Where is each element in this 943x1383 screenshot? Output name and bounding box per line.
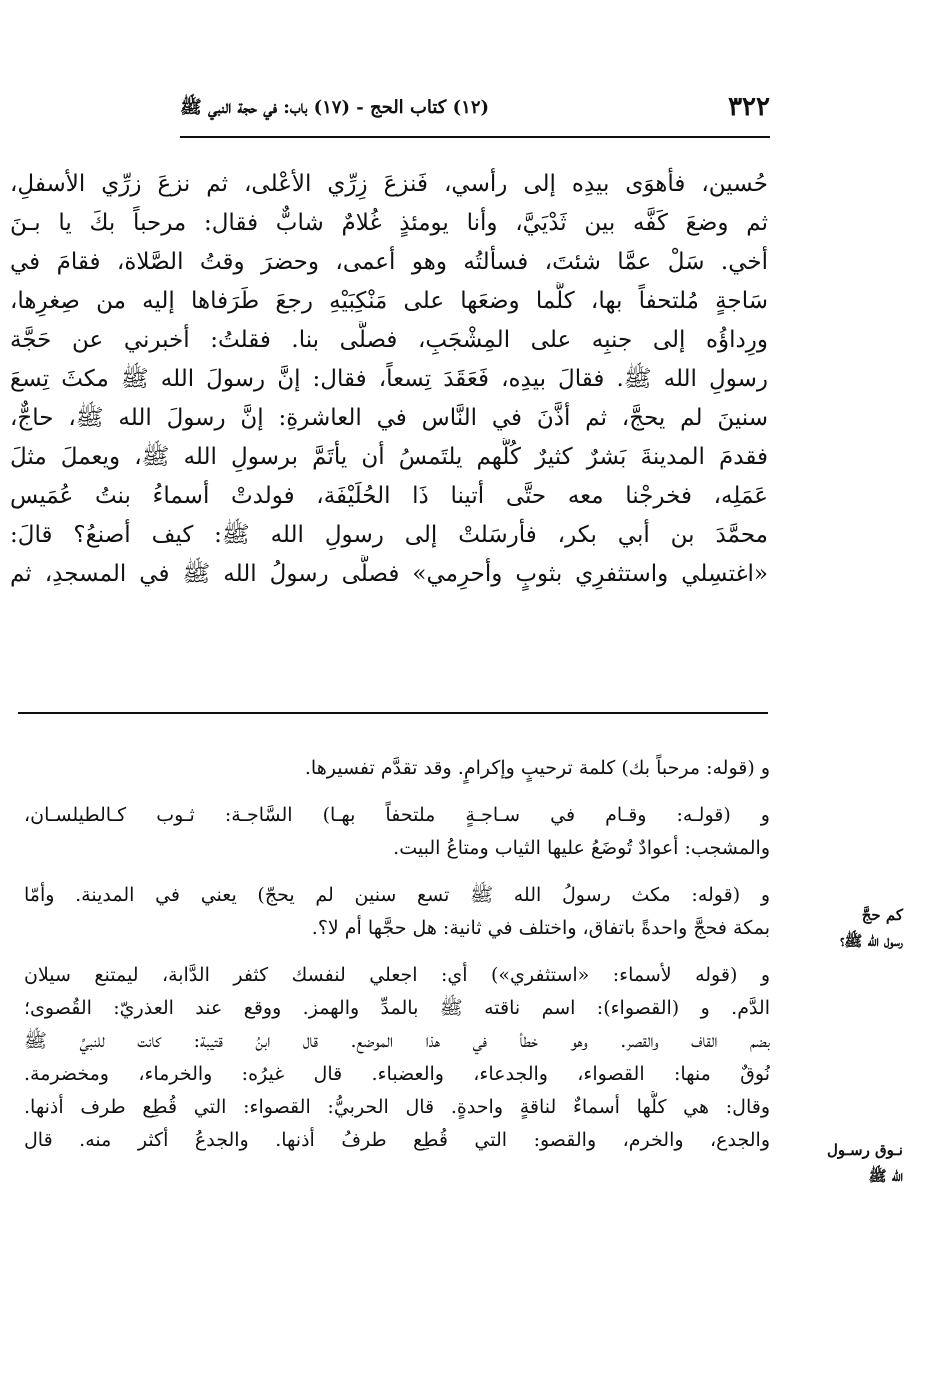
commentary-note bbox=[24, 752, 770, 785]
margin-note-camels bbox=[793, 1137, 903, 1189]
commentary-note bbox=[24, 959, 770, 1157]
text-line: سَاجةٍ مُلتحفاً بها، كلَّما وضعَها على مَنْكِبَيْهِ رجعَ طَرَفاها إليه من صِغرِها، bbox=[10, 288, 768, 314]
text-line: ورِداؤُه إلى جنبِه على المِشْجَبِ، فصلَّى بنا. فقلتُ: أخبرني عن حَجَّة bbox=[10, 327, 768, 353]
page-header bbox=[180, 92, 770, 136]
margin-note-line: رسول الله ﷺ؟ bbox=[840, 932, 903, 950]
commentary-section bbox=[24, 752, 770, 1171]
text-line: ثم وضعَ كَفَّه بين ثَدْيَيَّ، وأنا يومئذٍ غُلامٌ شابٌّ فقال: مرحباً بكَ يا بـنَ bbox=[10, 210, 768, 236]
commentary-note bbox=[24, 879, 770, 945]
text-line: حُسين، فأهوَى بيدِه إلى رأسي، فَنزعَ زِرِّي الأعْلى، ثم نزعَ زرِّي الأسفلِ، bbox=[10, 171, 768, 197]
commentary-line: والجدع، والخرم، والقصو: التي قُطِع طرفُ أذنها. والجدعُ أكثر منه. قال bbox=[24, 1129, 770, 1151]
commentary-line: والمشجب: أعوادٌ تُوضَعُ عليها الثياب ومتاعُ البيت. bbox=[393, 837, 770, 859]
margin-note-line: نـوق رسـول bbox=[826, 1141, 903, 1159]
text-line: فقدمَ المدينةَ بَشرٌ كثيرٌ كُلُّهم يلتَمسُ أن يأتَمَّ برسولِ الله ﷺ، ويعملَ مثلَ bbox=[10, 444, 768, 470]
margin-note-line: كم حجَّ bbox=[861, 906, 903, 924]
running-title: (١٢) كتاب الحج - (١٧) باب: في حجة النبي ﷺ bbox=[180, 97, 490, 118]
commentary-line: بمكة فحجَّ واحدةً باتفاق، واختلف في ثانية: هل حجَّها أم لا؟. bbox=[311, 917, 770, 939]
commentary-line: بضم القاف والقصر. وهو خطأ في هذا الموضع. قال ابنُ قتيبة: كانت للنبيِّ ﷺ bbox=[24, 1030, 770, 1052]
commentary-line: و (قوله لأسماء: «استثفري») أي: اجعلي لنفسك كثفر الدَّابة، ليمتنع سيلان bbox=[24, 964, 770, 986]
main-hadith-text bbox=[10, 165, 768, 594]
footnote-divider bbox=[18, 712, 768, 714]
text-line: رسولِ الله ﷺ. فقالَ بيدِه، فَعَقَدَ تِسعاً، فقال: إنَّ رسولَ الله ﷺ مكثَ تِسعَ bbox=[10, 366, 768, 392]
commentary-line: نُوقٌ منها: القصواء، والجدعاء، والعضباء. قال غيرُه: والخرماء، ومخضرمة. bbox=[24, 1063, 770, 1085]
text-line: محمَّدَ بن أبي بكر، فأرسَلتْ إلى رسولِ الله ﷺ: كيف أصنعُ؟ قالَ: bbox=[10, 522, 768, 548]
margin-note-line: الله ﷺ bbox=[868, 1167, 903, 1185]
commentary-note bbox=[24, 799, 770, 865]
commentary-line: و (قوله: مرحباً بك) كلمة ترحيبٍ وإكرامٍ. وقد تقدَّم تفسيرها. bbox=[304, 757, 770, 779]
commentary-line: الدَّم. و (القصواء): اسم ناقته ﷺ بالمدِّ والهمز. ووقع عند العذريّ: القُصوى؛ bbox=[24, 997, 770, 1019]
text-line: «اغتسِلي واستثفرِي بثوبٍ وأحرِمي» فصلَّى رسولُ الله ﷺ في المسجدِ، ثم bbox=[10, 561, 768, 587]
header-rule bbox=[180, 136, 770, 138]
commentary-line: وقال: هي كلُّها أسماءٌ لناقةٍ واحدةٍ. قال الحربيُّ: القصواء: التي قُطِع طرف أذنها. bbox=[24, 1096, 770, 1118]
margin-note-hajj-count bbox=[793, 902, 903, 954]
text-line: أخي. سَلْ عمَّا شئتَ، فسألتُه وهو أعمى، وحضرَ وقتُ الصَّلاة، فقامَ في bbox=[10, 249, 768, 275]
text-line: سنينَ لم يحجَّ، ثم أذَّنَ في النَّاس في العاشرةِ: إنَّ رسولَ الله ﷺ، حاجٌّ، bbox=[10, 405, 768, 431]
text-line: عَمَلِه، فخرجْنا معه حتَّى أتينا ذَا الحُلَيْفَة، فولدتْ أسماءُ بنتُ عُمَيس bbox=[10, 483, 768, 509]
page-number: ٣٢٢ bbox=[728, 92, 770, 122]
commentary-line: و (قولـه: وقـام في سـاجـةٍ ملتحفاً بهـا) السَّاجـة: ثـوب كـالطيلسـان، bbox=[24, 804, 770, 826]
commentary-line: و (قوله: مكث رسولُ الله ﷺ تسع سنين لم يحجّ) يعني في المدينة. وأمّا bbox=[24, 884, 770, 906]
